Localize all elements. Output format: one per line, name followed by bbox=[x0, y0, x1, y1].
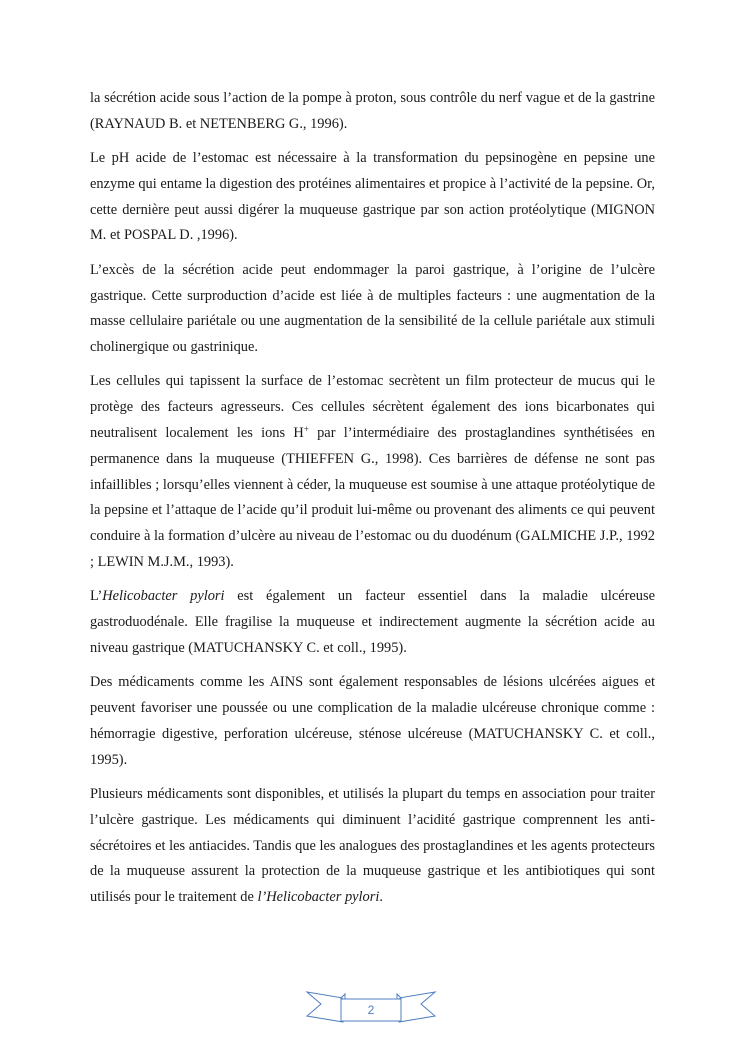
italic-species-name: l’Helicobacter pylori bbox=[257, 889, 380, 906]
paragraph-helicobacter: L’Helicobacter pylori est également un facteur essentiel dans la maladie ulcéreuse gastroduodénale. Elle fragilise la muqueuse et indirectement augmente la sécrétion acide au niveau gastrique (MATUCHANSKY C. et coll., 1995). bbox=[90, 588, 655, 656]
page-footer bbox=[305, 988, 437, 1028]
italic-species-name: Helicobacter pylori bbox=[102, 588, 225, 605]
paragraph-nsaids: Des médicaments comme les AINS sont également responsables de lésions ulcérées aigues et peuvent favoriser une poussée ou une complication de la maladie ulcéreuse chronique comme : hémorragie digestive, perforation ulcéreuse, sténose ulcéreuse (MATUCHANSKY C. et coll., 1995). bbox=[90, 674, 655, 768]
page-number: 2 bbox=[367, 1003, 375, 1017]
paragraph-mucus-protection: Les cellules qui tapissent la surface de l’estomac secrètent un film protecteur de mucus qui le protège des facteurs agresseurs. Ces cellules sécrètent également des ions bicarbonates qui neutralisent localement les ions H+ par l’intermédiaire des prostaglandines synthétisées en permanence dans la muqueuse (THIEFFEN G., 1998). Ces barrières de défense ne sont pas infaillibles ; lorsqu’elles viennent à céder, la muqueuse est soumise à une attaque protéolytique de la pepsine et l’attaque de l’acide qu’il produit lui-même ou provenant des aliments ce qui peuvent conduire à la formation d’ulcère au niveau de l’estomac ou du duodénum (GALMICHE J.P., 1992 ; LEWIN M.J.M., 1993). bbox=[90, 373, 655, 571]
document-body bbox=[90, 86, 655, 919]
paragraph-treatments: Plusieurs médicaments sont disponibles, et utilisés la plupart du temps en association pour traiter l’ulcère gastrique. Les médicaments qui diminuent l’acidité gastrique comprennent les anti-sécrétoires et les antiacides. Tandis que les analogues des prostaglandines et les agents protecteurs de la muqueuse assurent la protection de la muqueuse gastrique et les antibiotiques qui sont utilisés pour le traitement de l’Helicobacter pylori. bbox=[90, 785, 655, 906]
superscript-plus: + bbox=[303, 424, 309, 435]
paragraph-gastric-secretion: la sécrétion acide sous l’action de la pompe à proton, sous contrôle du nerf vague et de la gastrine (RAYNAUD B. et NETENBERG G., 1996). bbox=[90, 90, 655, 132]
paragraph-acid-excess: L’excès de la sécrétion acide peut endommager la paroi gastrique, à l’origine de l’ulcère gastrique. Cette surproduction d’acide est liée à de multiples facteurs : une augmentation de la masse cellulaire pariétale ou une augmentation de la sensibilité de la cellule pariétale aux stimuli cholinergique ou gastrinique. bbox=[90, 261, 655, 356]
paragraph-stomach-ph: Le pH acide de l’estomac est nécessaire à la transformation du pepsinogène en pepsine une enzyme qui entame la digestion des protéines alimentaires et propice à l’activité de la pepsine. Or, cette dernière peut aussi digérer la muqueuse gastrique par son action protéolytique (MIGNON M. et POSPAL D. ,1996). bbox=[90, 150, 655, 244]
